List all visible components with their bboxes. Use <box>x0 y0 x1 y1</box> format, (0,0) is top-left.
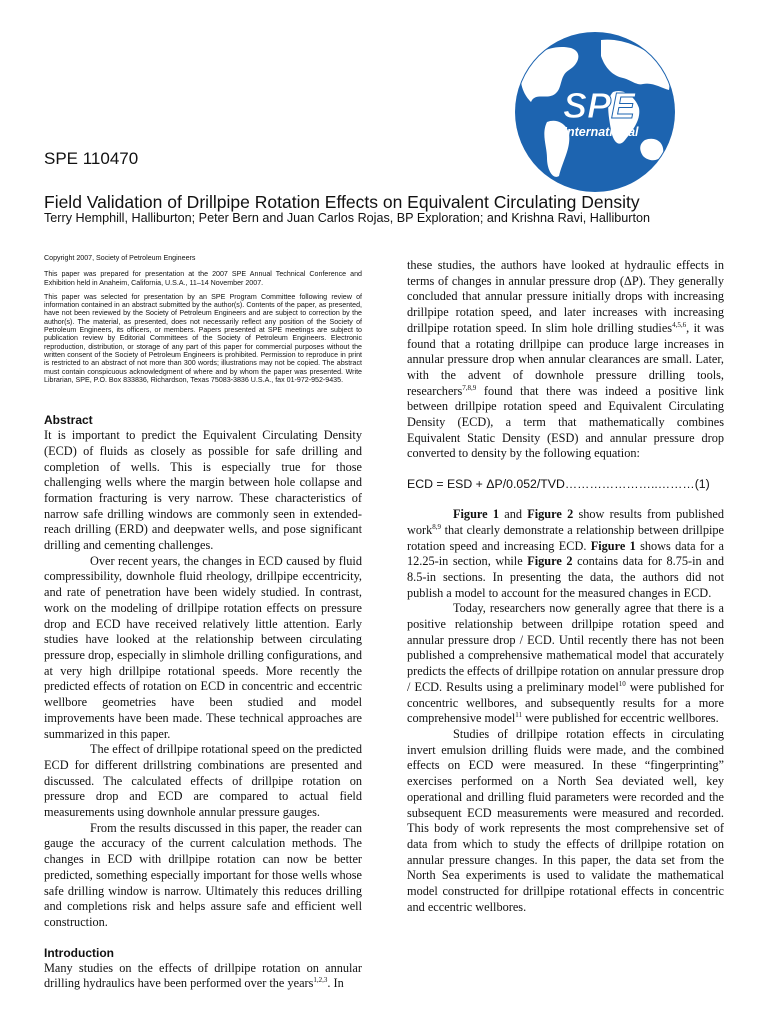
citation-superscript: 7,8,9 <box>462 383 477 392</box>
body-paragraph: Studies of drillpipe rotation effects in circulating invert emulsion drilling fluids were made, and the combined effects on ECD were measured. In these “fingerprinting” exercises performed on a North Sea deviated well, key operational and drilling fluid parameters were recorded and the subsequent ECD measurements were measured and recorded. This body of work represents the most comprehensive set of data from which to study the effects of drillpipe rotation on annular pressure changes. In this paper, the data set from the North Sea experiments is used to validate the mathematical model constructed for drillpipe rotational effects in concentric and eccentric wellbores. <box>407 726 724 914</box>
abstract-heading: Abstract <box>44 413 93 428</box>
ecd-equation: ECD = ESD + ΔP/0.052/TVD…………………..………(1) <box>407 477 710 492</box>
text-run: Many studies on the effects of drillpipe rotation on annular drilling hydraulics have been performed over the years <box>44 960 362 991</box>
abstract-paragraph: From the results discussed in this paper, the reader can gauge the accuracy of the current calculation methods. The changes in ECD with drillpipe rotation can now be better predicted, something especially important for those wells whose safe drilling window is narrow. Ultimately this reduces drilling and completions risk and helps assure safe and efficient well construction. <box>44 820 362 929</box>
logo-subtitle: International <box>563 125 639 139</box>
text-run: these studies, the authors have looked at hydraulic effects in terms of changes in annular pressure drop (ΔP). They generally concluded that annular pressure initially drops with increasing drillpipe rotation speed, and later increases with increasing drillpipe rotation speed. In slim hole drilling studies <box>407 258 724 335</box>
citation-superscript: 4,5,6 <box>672 320 687 329</box>
logo-acronym: SPE <box>562 85 636 126</box>
paper-number: SPE 110470 <box>44 149 139 168</box>
introduction-heading: Introduction <box>44 945 114 960</box>
abstract-paragraph: Over recent years, the changes in ECD caused by fluid compressibility, downhole fluid rheology, drillpipe eccentricity, and rate of penetration have been widely studied. In contrast, work on the modeling of drillpipe rotation effects on pressure drop and ECD have received relatively little attention. Early studies have looked at the relationship between circulating pressure drop, especially in slimhole drilling configurations, and at very high drillpipe rotational speeds. More recently the predicted effects of rotation on ECD in concentric and eccentric wellbore geometries have been studied and model improvements have been made. These technical approaches are summarized in this paper. <box>44 553 362 741</box>
left-column <box>44 254 362 992</box>
figure-reference: Figure 1 <box>453 507 499 522</box>
abstract-paragraph: The effect of drillpipe rotational speed on the predicted ECD for different drillstring combinations are presented and discussed. The calculated effects of drillpipe rotation on pressure drop and ECD are compared to actual field measurements using downhole annular pressure gauges. <box>44 742 362 820</box>
text-run: contains data for 8.75-in and 8.5-in sections. In presenting the data, the authors did not publish a model to account for the measured changes in ECD. <box>407 554 724 600</box>
text-run: show results from published work <box>407 507 724 537</box>
text-run: Today, researchers now generally agree that there is a positive relationship between drillpipe rotation speed and annular pressure drop / ECD. Until recently there has not been published a comprehensive mathematical model that accurately predicts the effects of drillpipe rotation on annular pressure drop / ECD. Results using a preliminary model <box>407 601 724 694</box>
figure-reference: Figure 2 <box>527 507 574 522</box>
spe-international-logo <box>513 30 678 195</box>
citation-superscript: 10 <box>618 679 626 688</box>
text-run: . In <box>327 976 344 991</box>
text-run: , it was found that a rotating drillpipe can produce large increases in annular pressure drop when annular clearances are small. Later, with the advent of downhole pressure drilling tools, researchers <box>407 320 725 398</box>
text-run: shows data for a 12.25-in section, while <box>407 538 724 569</box>
presentation-notice: This paper was prepared for presentation at the 2007 SPE Annual Technical Conference and Exhibition held in Anaheim, California, U.S.A., 11–14 November 2007. <box>44 270 362 287</box>
right-column <box>407 258 724 915</box>
citation-superscript: 11 <box>515 711 522 720</box>
author-line: Terry Hemphill, Halliburton; Peter Bern and Juan Carlos Rojas, BP Exploration; and Krishna Ravi, Halliburton <box>44 211 650 225</box>
citation-superscript: 1,2,3 <box>313 976 328 985</box>
citation-superscript: 8,9 <box>432 522 442 531</box>
introduction-paragraph <box>44 961 362 992</box>
paper-title: Field Validation of Drillpipe Rotation Effects on Equivalent Circulating Density <box>44 192 640 212</box>
body-paragraph <box>407 601 724 727</box>
figure-reference: Figure 1 <box>590 538 636 553</box>
abstract-paragraph: It is important to predict the Equivalent Circulating Density (ECD) of fluids as closely as possible for safe drilling and completion of wells. This is especially true for those challenging wells where the margin between hole collapse and formation fracturing is very narrow. These characteristics of narrow safe drilling windows are commonly seen in extended-reach drilling (ERD) and deepwater wells, and pose significant drilling and cementing challenges. <box>44 428 362 553</box>
body-paragraph <box>407 507 724 601</box>
text-run: were published for concentric wellbores, and subsequently results for a more comprehensive model <box>407 679 724 726</box>
figure-reference: Figure 2 <box>527 554 573 569</box>
body-paragraph <box>407 258 724 462</box>
review-notice: This paper was selected for presentation by an SPE Program Committee following review of information contained in an abstract submitted by the author(s). Contents of the paper, as presented, have not been reviewed by the Society of Petroleum Engineers and are subject to correction by the author(s). The material, as presented, does not necessarily reflect any position of the Society of Petroleum Engineers, its officers, or members. Papers presented at SPE meetings are subject to publication review by Editorial Committees of the Society of Petroleum Engineers. Electronic reproduction, distribution, or storage of any part of this paper for commercial purposes without the written consent of the Society of Petroleum Engineers is prohibited. Permission to reproduce in print is restricted to an abstract of not more than 300 words; illustrations may not be copied. The abstract must contain conspicuous acknowledgment of where and by whom the paper was presented. Write Librarian, SPE, P.O. Box 833836, Richardson, Texas 75083-3836 U.S.A., fax 01-972-952-9435. <box>44 292 362 384</box>
text-run: that clearly demonstrate a relationship between drillpipe rotation speed and increasing ECD. <box>407 522 724 553</box>
text-run: and <box>499 507 528 522</box>
copyright-notice: Copyright 2007, Society of Petroleum Engineers <box>44 254 196 262</box>
text-run: found that there was indeed a positive link between drillpipe rotation speed and Equivalent Circulating Density (ECD), a term that mathematically combines Equivalent Static Density (ESD) and annular pressure drop converted to density by the following equation: <box>407 383 724 461</box>
text-run: were published for eccentric wellbores. <box>522 711 719 726</box>
